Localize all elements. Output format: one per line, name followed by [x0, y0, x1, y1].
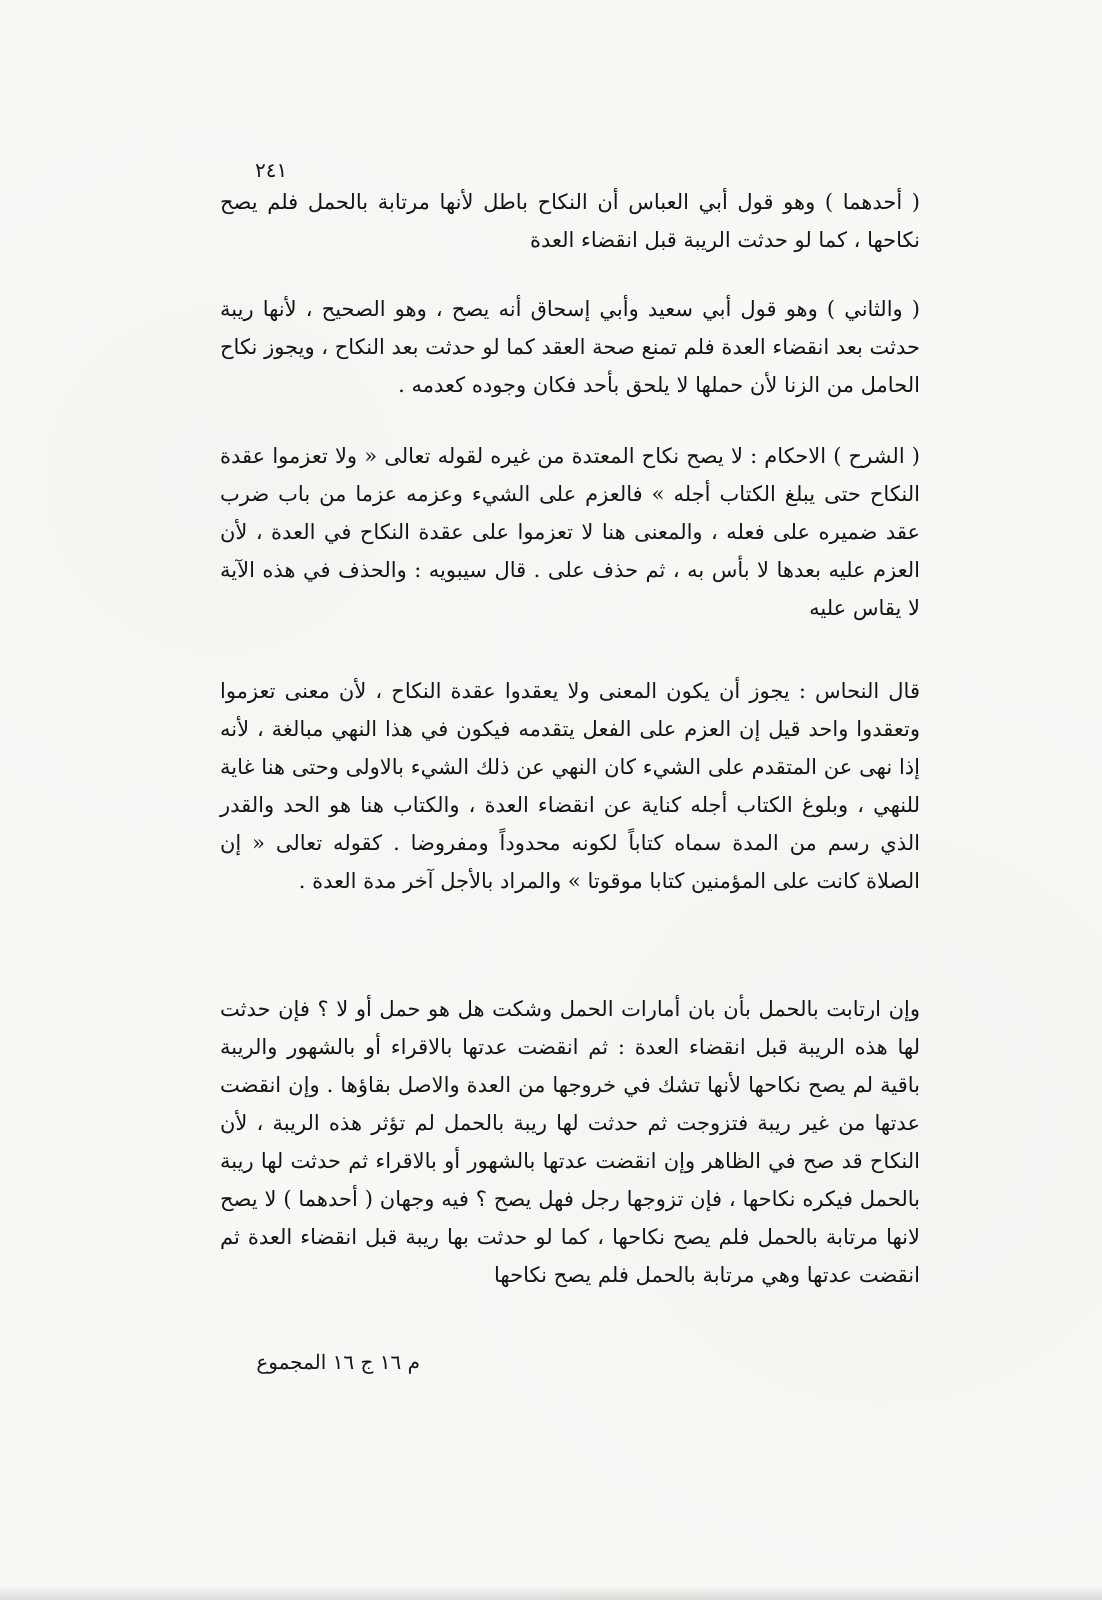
paragraph-5: [220, 990, 920, 1294]
printer-signature: م ١٦ ج ١٦ المجموع: [256, 1350, 420, 1374]
paragraph-5-text: وإن ارتابت بالحمل بأن بان أمارات الحمل وشكت هل هو حمل أو لا ؟ فإن حدثت لها هذه الريبة قبل انقضاء العدة : ثم انقضت عدتها بالاقراء أو بالشهور والريبة باقية لم يصح نكاحها لأنها تشك في خروجها من العدة والاصل بقاؤها . وإن انقضت عدتها من غير ريبة فتزوجت ثم حدثت لها ريبة بالحمل لم تؤثر هذه الريبة ، لأن النكاح قد صح في الظاهر وإن انقضت عدتها بالشهور أو بالاقراء ثم حدثت لها ريبة بالحمل فيكره نكاحها ، فإن تزوجها رجل فهل يصح ؟ فيه وجهان ( أحدهما ) لا يصح لانها مرتابة بالحمل فلم يصح نكاحها ، كما لو حدثت بها ريبة قبل انقضاء العدة ثم انقضت عدتها وهي مرتابة بالحمل فلم يصح نكاحها: [220, 997, 920, 1287]
paragraph-4-text: قال النحاس : يجوز أن يكون المعنى ولا يعقدوا عقدة النكاح ، لأن معنى تعزموا وتعقدوا واحد قيل إن العزم على الفعل يتقدمه فيكون في هذا النهي مبالغة ، لأنه إذا نهى عن المتقدم على الشيء كان النهي عن ذلك الشيء بالاولى وحتى هنا غاية للنهي ، وبلوغ الكتاب أجله كناية عن انقضاء العدة ، والكتاب هنا هو الحد والقدر الذي رسم من المدة سماه كتاباً لكونه محدوداً ومفروضا . كقوله تعالى « إن الصلاة كانت على المؤمنين كتابا موقوتا » والمراد بالأجل آخر مدة العدة .: [220, 679, 920, 893]
paragraph-2: [220, 290, 920, 404]
paragraph-1-text: ( أحدهما ) وهو قول أبي العباس أن النكاح باطل لأنها مرتابة بالحمل فلم يصح نكاحها ، كما لو حدثت الريبة قبل انقضاء العدة: [220, 190, 920, 252]
paragraph-4: [220, 672, 920, 900]
paragraph-3-text: ( الشرح ) الاحكام : لا يصح نكاح المعتدة من غيره لقوله تعالى « ولا تعزموا عقدة النكاح حتى يبلغ الكتاب أجله » فالعزم على الشيء وعزمه عزما من باب ضرب عقد ضميره على فعله ، والمعنى هنا لا تعزموا على عقدة النكاح في العدة ، لأن العزم عليه بعدها لا بأس به ، ثم حذف على . قال سيبويه : والحذف في هذه الآية لا يقاس عليه: [220, 444, 920, 620]
paragraph-3: [220, 437, 920, 627]
paragraph-2-text: ( والثاني ) وهو قول أبي سعيد وأبي إسحاق أنه يصح ، وهو الصحيح ، لأنها ريبة حدثت بعد انقضاء العدة فلم تمنع صحة العقد كما لو حدثت بعد النكاح ، ويجوز نكاح الحامل من الزنا لأن حملها لا يلحق بأحد فكان وجوده كعدمه .: [220, 297, 920, 397]
page-number: ٢٤١: [255, 158, 288, 182]
page-edge-shadow: [0, 1586, 1102, 1600]
paragraph-1: [220, 183, 920, 259]
